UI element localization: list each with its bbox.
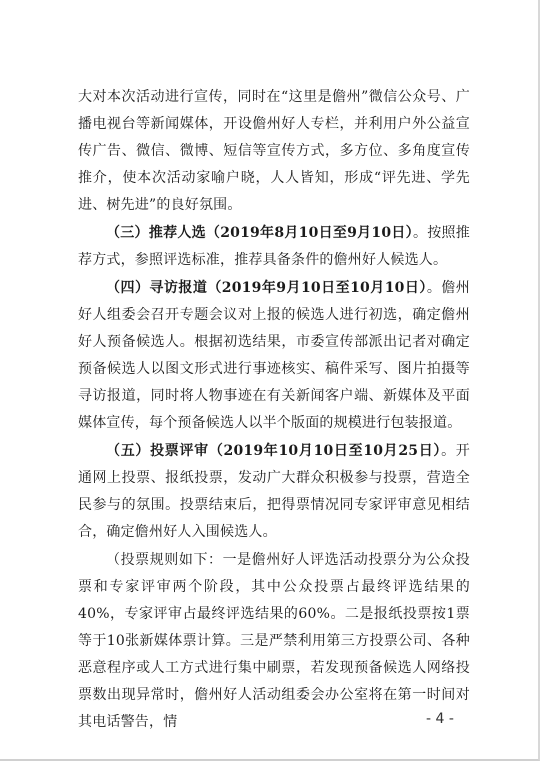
paragraph-publicity: 大对本次活动进行宣传，同时在“这里是儋州”微信公众号、广播电视台等新闻媒体，开设儋州好人专栏，并利用户外公益宣传广告、微信、微博、短信等宣传方式，多方位、多角度宣传推介，使本次活动家喻户晓，人人皆知，形成“评先进、学先进、树先进”的良好氛围。 [78,89,470,213]
heading-voting-review: （五）投票评审（2019年10月10日至10月25日） [106,443,442,459]
paragraph-voting-review [78,438,470,546]
paragraph-interview-report [78,275,470,437]
heading-interview-report: （四）寻访报道（2019年9月10日至10月10日） [106,280,427,296]
text-recommend-candidates: 。按照推荐方式，参照评选标准，推荐具备条件的儋州好人候选人。 [78,225,470,268]
paragraph-voting-rules: （投票规则如下：一是儋州好人评选活动投票分为公众投票和专家评审两个阶段，其中公众投票占最终评选结果的40%，专家评审占最终评选结果的60%。二是报纸投票按1票等于10张新媒体票计算。三是严禁利用第三方投票公司、各种恶意程序或人工方式进行集中刷票，若发现预备候选人网络投票数出现异常时，儋州好人活动组委会办公室将在第一时间对其电话警告，情 [78,552,470,730]
page-number: - 4 - [426,711,454,727]
paragraph-recommend-candidates [78,220,470,274]
document-body [78,84,470,736]
text-interview-report: 。儋州好人组委会召开专题会议对上报的候选人进行初选，确定儋州好人预备候选人。根据初选结果，市委宣传部派出记者对确定预备候选人以图文形式进行事迹核实、稿件采写、图片拍摄等寻访报道，同时将人物事迹在有关新闻客户端、新媒体及平面媒体宣传，每个预备候选人以半个版面的规模进行包装报道。 [78,280,470,431]
text-voting-review: 。开通网上投票、报纸投票，发动广大群众积极参与投票，营造全民参与的氛围。投票结束后，把得票情况同专家评审意见相结合，确定儋州好人入围候选人。 [78,443,470,540]
heading-recommend-candidates: （三）推荐人选（2019年8月10日至9月10日） [106,225,413,241]
